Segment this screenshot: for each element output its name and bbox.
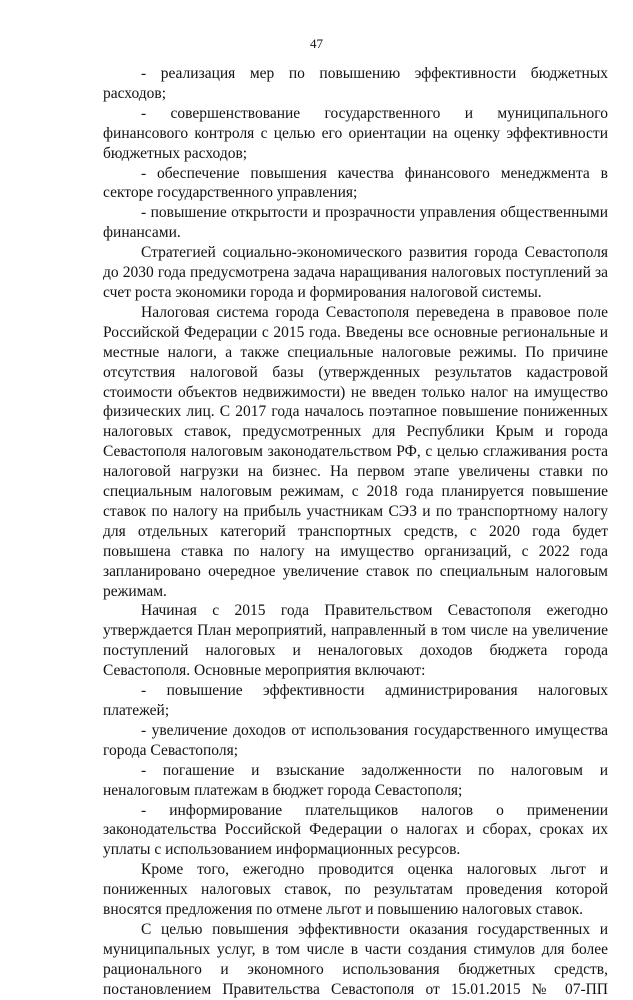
list-item-financial-management: - обеспечение повышения качества финансового менеджмента в секторе государственного управления; [103,164,608,202]
page-number: 47 [310,36,323,51]
list-item-financial-control: - совершенствование государственного и муниципального финансового контроля с целью его ориентации на оценку эффективности бюджетных расходов; [103,104,608,162]
list-item-property-income: - увеличение доходов от использования государственного имущества города Севастополя; [103,721,608,759]
paragraph-action-plan: Начиная с 2015 года Правительством Севастополя ежегодно утверждается План мероприятий, направленный в том числе на увеличение поступлений налоговых и неналоговых доходов бюджета города Севастополя. Основные мероприятия включают: [103,602,608,680]
list-item-debt-collection: - погашение и взыскание задолженности по налоговым и неналоговым платежам в бюджет города Севастополя; [103,761,608,799]
document-body [103,64,608,1000]
list-item-transparency: - повышение открытости и прозрачности управления общественными финансами. [103,204,608,242]
list-item-budget-spending: - реализация мер по повышению эффективности бюджетных расходов; [103,65,608,102]
paragraph-tax-system: Налоговая система города Севастополя переведена в правовое поле Российской Федерации с 2015 года. Введены все основные региональные и местные налоги, а также специальные налоговые режимы. По причине отсутствия налоговой базы (утвержденных результатов кадастровой стоимости объектов недвижимости) не введен только налог на имущество физических лиц. С 2017 года началось поэтапное повышение пониженных налоговых ставок, предусмотренных для Республики Крым и города Севастополя налоговым законодательством РФ, с целью сглаживания роста налоговой нагрузки на бизнес. На первом этапе увеличены ставки по специальным налоговым режимам, с 2018 года планируется повышение ставок по налогу на прибыль участникам СЭЗ и по транспортному налогу для отдельных категорий транспортных средств, с 2020 года будет повышена ставка по налогу на имущество организаций, с 2022 года запланировано очередное увеличение ставок по специальным налоговым режимам. [103,303,608,600]
paragraph-public-services: С целью повышения эффективности оказания государственных и муниципальных услуг, в том числе в части создания стимулов для более рационального и экономного использования бюджетных средств, постановлением Правительства Севастополя от 15.01.2015 № 07-ПП [103,920,608,998]
list-item-taxpayer-information: - информирование плательщиков налогов о применении законодательства Российской Федерации о налогах и сборах, сроках их уплаты с использованием информационных ресурсов. [103,801,608,859]
paragraph-strategy: Стратегией социально-экономического развития города Севастополя до 2030 года предусмотрена задача наращивания налоговых поступлений за счет роста экономики города и формирования налоговой системы. [103,244,608,301]
paragraph-tax-benefits: Кроме того, ежегодно проводится оценка налоговых льгот и пониженных налоговых ставок, по результатам проведения которой вносятся предложения по отмене льгот и повышению налоговых ставок. [103,861,608,919]
list-item-tax-administration: - повышение эффективности администрирования налоговых платежей; [103,682,608,719]
